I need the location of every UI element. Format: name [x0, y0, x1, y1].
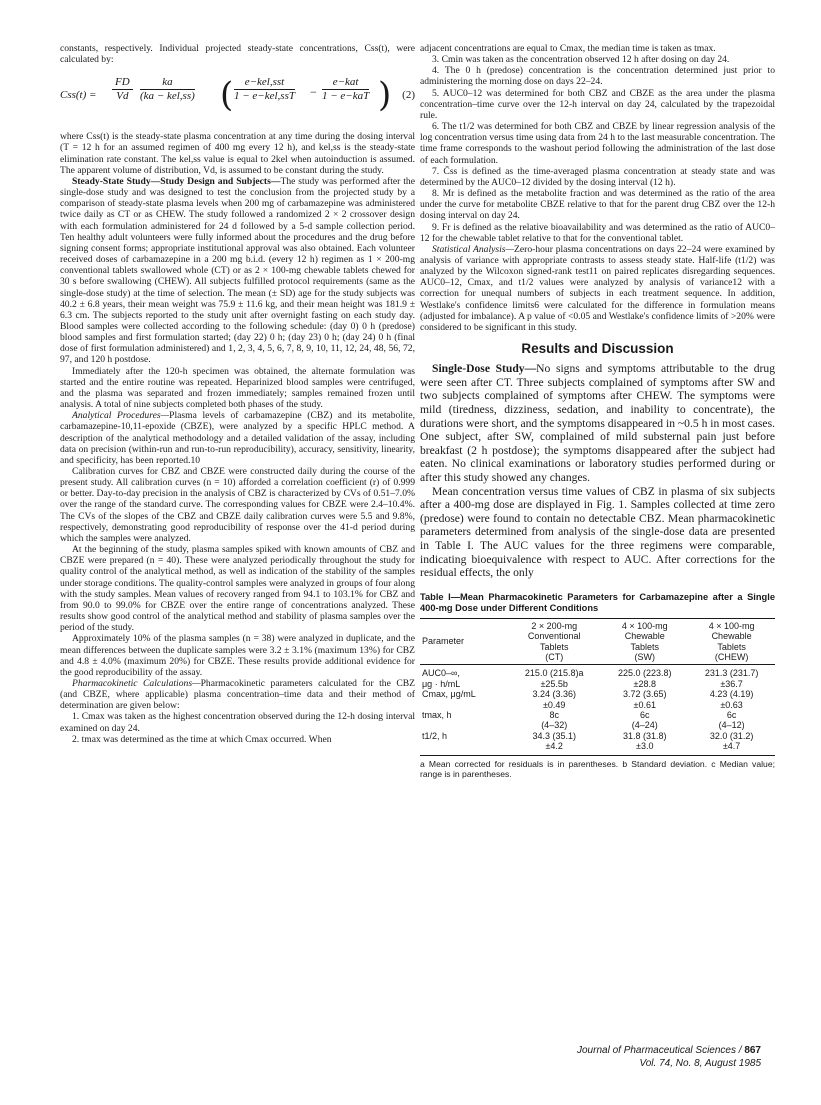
paragraph-statistics: Statistical Analysis—Zero-hour plasma concentrations on days 22–24 were examined by analysis of variance with appropriate contrasts to assess steady state. Half-life (t1/2) was analyzed by the Wilcoxon signed-rank test11 on paired replicates disregarding sequences. AUC0–12, Cmax, and t1/2 values were analyzed by analysis of variance12 with a correction for unequal numbers of subjects in each treatment sequence. In addition, Westlake's confidence limits6 were calculated for the difference in formulation means (adjusted for imbalance). A p value of <0.05 and Westlake's confidence limits of >20% were considered to be significant in this study. — [420, 243, 775, 333]
left-column — [60, 43, 415, 745]
equation-term-1: e−kel,sst 1 − e−kel,ssT — [234, 76, 295, 103]
page-number: 867 — [744, 1045, 761, 1056]
header-ct: 2 × 200-mg Conventional Tablets (CT) — [527, 620, 581, 662]
journal-footer — [577, 1045, 761, 1070]
equation-term-2: e−kat 1 − e−kaT — [322, 76, 370, 103]
equation-factor: $\frac{FD}{Vd}$ — [112, 77, 133, 102]
list-item-2: 2. tmax was determined as the time at which Cmax occurred. When — [72, 733, 332, 745]
equation-number: (2) — [402, 89, 415, 102]
list-item-3: 3. Cmin was taken as the concentration observed 12 h after dosing on day 24. — [432, 54, 730, 66]
equation-ka-fraction: ka (ka − kel,ss) — [140, 76, 195, 103]
table-row: t1/2, h 34.3 (35.1) 31.8 (31.8) 32.0 (31.2) — [422, 730, 754, 741]
equation-minus: − — [310, 85, 317, 100]
right-column — [420, 43, 775, 779]
list-item-7: 7. C̄ss is defined as the time-averaged plasma concentration at steady state and was determined by the AUC0–12 divided by the dosing interval (12 h). — [420, 165, 775, 188]
run-in-analytical: Analytical Procedures— — [72, 410, 170, 422]
list-item-8: 8. Mr is defined as the metabolite fraction and was determined as the ratio of the area under the curve for metabolite CBZE relative to that for the parent drug CBZ over the 12-h dosing interval on day 24. — [420, 188, 775, 222]
table-title: Table I—Mean Pharmacokinetic Parameters for Carbamazepine after a Single 400-mg Dose under Different Conditions — [420, 591, 775, 613]
paragraph-steady-state: Steady-State Study—Study Design and Subjects—The study was performed after the single-dose study and was designed to test the conclusion from the projected study by a comparison of steady-state plasma levels when 200 mg of carbamazepine was administered twice daily as CT or as CHEW. The study followed a randomized 2 × 2 crossover design with each formulation administered for 24 d followed by a 5-d sample collection period. Ten healthy adult volunteers were fully informed about the procedures and the drug before signing consent forms; appropriate institutional approval was also obtained. Each volunteer received doses of carbamazepine in a 200 mg b.i.d. (every 12 h) regimen as 1 × 200-mg conventional tablets swallowed whole (CT) or as 2 × 100-mg chewable tablets chewed for 30 s before swallowing (CHEW). All subjects fulfilled protocol requirements (same as the single-dose study) at the time of selection. The mean (± SD) age for the study subjects was 40.2 ± 6.8 years, their mean weight was 75.9 ± 11.6 kg, and their mean height was 181.9 ± 6.3 cm. The subjects reported to the study unit after overnight fasting on each study day. Blood samples were collected according to the following schedule: (day 0) 0 h (predose) blood samples and first formulation started; (day 22) 0 h; (day 23) 0 h; (day 24) 0 h (final dose of first formulation administered) and 1, 2, 3, 4, 5, 6, 7, 8, 9, 10, 11, 12, 24, 48, 56, 72, 97, and 120 h postdose. — [60, 175, 415, 366]
header-sw: 4 × 100-mg Chewable Tablets (SW) — [621, 620, 668, 662]
header-parameter: Parameter — [422, 636, 465, 647]
paragraph-duplicates: Approximately 10% of the plasma samples (n = 38) were analyzed in duplicate, and the mean differences between the duplicate samples were 3.2 ± 3.1% (maximum 13%) for CBZ and 4.8 ± 4.0% (maximum 20%) for CBZE. These results provide additional evidence for the good reproducibility of the assay. — [60, 633, 415, 678]
journal-name: Journal of Pharmaceutical Sciences / — [577, 1045, 745, 1056]
paragraph-cont: adjacent concentrations are equal to Cmax, the median time is taken as tmax. — [420, 43, 716, 54]
run-in-statistics: Statistical Analysis— — [432, 243, 515, 255]
table-header-row — [420, 618, 775, 665]
list-item-9: 9. Fr is defined as the relative bioavailability and was determined as the ratio of AUC0–12 for the chewable tablet relative to that for the conventional tablet. — [420, 221, 775, 244]
list-item-4: 4. The 0 h (predose) concentration is the concentration determined just prior to administering the morning dose on days 22–24. — [420, 65, 775, 88]
table-footnote: a Mean corrected for residuals is in parentheses. b Standard deviation. c Median value; range is in parentheses. — [420, 758, 775, 779]
equation-2 — [60, 73, 415, 121]
paragraph-pk-calculations: Pharmacokinetic Calculations—Pharmacokinetic parameters calculated for the CBZ (and CBZE, where applicable) plasma concentration–time data and their method of determination are given below: — [60, 677, 415, 712]
table-row: ±4.2 ±3.0 ±4.7 — [420, 741, 775, 755]
paragraph-where: where Css(t) is the steady-state plasma concentration at any time during the dosing interval (T = 12 h for an assumed regimen of 400 mg every 12 h), and kel,ss is the steady-state elimination rate constant. The kel,ss value is equal to 2kel when autoinduction is assumed. The apparent volume of distribution, Vd, is assumed to be constant during the study. — [60, 131, 415, 176]
run-in-pk: Pharmacokinetic Calculations— — [72, 677, 201, 689]
table-row: tmax, h 8c 6c 6c — [422, 709, 737, 720]
equation-left-paren: ( — [220, 75, 234, 116]
paragraph-calibration: Calibration curves for CBZ and CBZE were constructed daily during the course of the present study. All calibration curves (n = 10) afforded a correlation coefficient (r) of 0.999 or better. Day-to-day precision in the analysis of CBZ is characterized by CVs of 0.51–7.0% over the range of the standard curve. The corresponding values for CBZE were 2.4–10.4%. The CVs of the slopes of the CBZ and CBZE daily calibration curves were 5.5 and 9.8%, respectively, demonstrating good reproducibility of response over the 41-d period during which the samples were analyzed. — [60, 466, 415, 544]
equation-lhs: Css(t) = — [60, 89, 97, 102]
list-item-5: 5. AUC0–12 was determined for both CBZ and CBZE as the area under the plasma concentration–time curve over the 12-h interval on day 24, calculated by the trapezoidal rule. — [420, 87, 775, 121]
equation-right-paren: ) — [378, 75, 392, 116]
paragraph-mean-concentration: Mean concentration versus time values of CBZ in plasma of six subjects after a 400-mg dose are displayed in Fig. 1. Samples collected at time zero (predose) were found to contain no detectable CBZ. Mean pharmacokinetic parameters determined from analysis of the single-dose data are presented in Table I. The AUC values for the three regimens were comparable, indicating bioequivalence with respect to AUC. After corrections for the residual effects, the only — [420, 484, 775, 580]
table-row: Cmax, μg/mL 3.24 (3.36) 3.72 (3.65) 4.23 (4.19) — [422, 689, 754, 700]
table-row: μg · h/mL ±25.5b ±28.8 ±36.7 — [422, 678, 743, 689]
paragraph-single-dose: Single-Dose Study—No signs and symptoms attributable to the drug were seen after CT. Three subjects complained of symptoms after SW and two subjects complained of symptoms after CHEW. The symptoms were mild (tiredness, dizziness, sedation, and inability to concentrate), the durations were short, and the symptoms disappeared in ~0.5 h in most cases. One subject, after SW, complained of mild substernal pain just before breakfast (2 h postdose); the symptoms disappeared after the subject had eaten. No clinical examinations or laboratory studies performed during or after this study showed any changes. — [420, 362, 776, 484]
section-heading: Results and Discussion — [521, 341, 674, 357]
header-chew: 4 × 100-mg Chewable Tablets (CHEW) — [708, 620, 755, 662]
run-in-single-dose: Single-Dose Study— — [432, 362, 537, 376]
list-item-6: 6. The t1/2 was determined for both CBZ and CBZE by linear regression analysis of the log concentration versus time using data from 24 h to the last measurable concentration. The time frame corresponds to the washout period following the administration of the last dose of each formulation. — [420, 121, 775, 166]
run-in-steady-state: Steady-State Study—Study Design and Subjects— — [72, 175, 281, 187]
paragraph-analytical: Analytical Procedures—Plasma levels of carbamazepine (CBZ) and its metabolite, carbamazepine-10,11-epoxide (CBZE), were analyzed by a specific HPLC method. A description of the analytical methodology and a detailed validation of the assay, including data on precision (within-run and run-to-run reproducibility), accuracy, sensitivity, linearity, and specificity, has been reported.10 — [60, 410, 415, 466]
intro-paragraph: constants, respectively. Individual projected steady-state concentrations, Css(t), were calculated by: — [60, 43, 415, 66]
table-row: ±0.49 ±0.61 ±0.63 — [542, 699, 743, 710]
list-item-1: 1. Cmax was taken as the highest concentration observed during the 12-h dosing interval examined on day 24. — [60, 711, 415, 734]
table-row: (4–32) (4–24) (4–12) — [541, 720, 745, 731]
paragraph-quality-control: At the beginning of the study, plasma samples spiked with known amounts of CBZ and CBZE were prepared (n = 40). These were analyzed periodically throughout the study for quality control of the analytical method, as well as indication of the stability of the samples under storage conditions. The quality-control samples were analyzed in groups of four along with the study samples. Mean values of recovery ranged from 94.1 to 103.1% for CBZ and from 90.0 to 99.0% for CBZE over the entire range of concentrations analyzed. These results show good control of the analytical method and stability of plasma samples over the period of the study. — [60, 544, 415, 634]
table-row: AUC0–∞, 215.0 (215.8)a 225.0 (223.8) 231.3 (231.7) — [422, 668, 759, 679]
paragraph-after-specimen: Immediately after the 120-h specimen was obtained, the alternate formulation was started and the entire routine was repeated. Heparinized blood samples were centrifuged, and the plasma was separated and frozen immediately; samples remained frozen until analysis. A total of nine subjects completed both phases of the study. — [60, 365, 415, 411]
journal-volume: Vol. 74, No. 8, August 1985 — [639, 1057, 761, 1069]
pk-table — [420, 618, 775, 756]
